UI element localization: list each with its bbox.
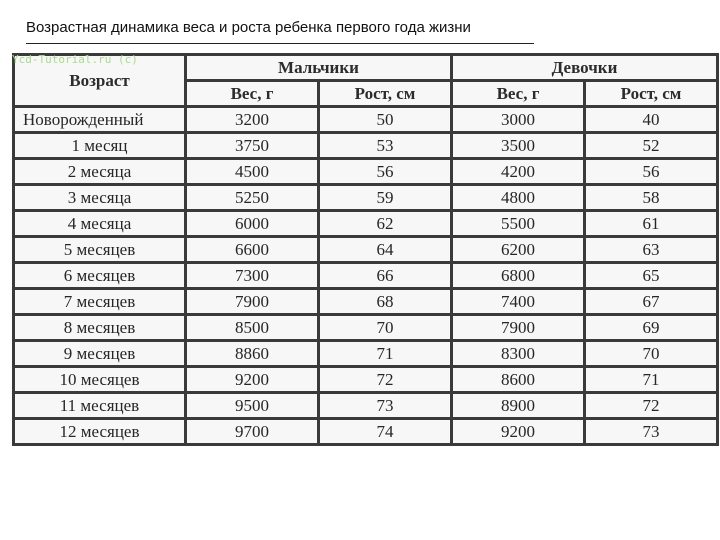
boys-weight-cell: 7900 xyxy=(186,289,319,315)
girls-height-cell: 67 xyxy=(585,289,718,315)
age-cell: 12 месяцев xyxy=(14,419,186,445)
girls-weight-cell: 6800 xyxy=(452,263,585,289)
girls-weight-cell: 4200 xyxy=(452,159,585,185)
girls-weight-cell: 9200 xyxy=(452,419,585,445)
girls-height-cell: 69 xyxy=(585,315,718,341)
girls-height-header: Рост, см xyxy=(585,81,718,107)
boys-height-cell: 53 xyxy=(319,133,452,159)
table-row xyxy=(14,237,718,263)
table-row xyxy=(14,289,718,315)
age-cell: 3 месяца xyxy=(14,185,186,211)
girls-weight-cell: 5500 xyxy=(452,211,585,237)
girls-weight-cell: 8900 xyxy=(452,393,585,419)
girls-weight-header: Вес, г xyxy=(452,81,585,107)
girls-height-cell: 72 xyxy=(585,393,718,419)
girls-height-cell: 52 xyxy=(585,133,718,159)
boys-height-cell: 72 xyxy=(319,367,452,393)
boys-height-cell: 68 xyxy=(319,289,452,315)
girls-height-cell: 70 xyxy=(585,341,718,367)
growth-table xyxy=(12,53,719,446)
table-body xyxy=(14,107,718,445)
boys-height-cell: 66 xyxy=(319,263,452,289)
table-row xyxy=(14,315,718,341)
table-row xyxy=(14,185,718,211)
boys-weight-cell: 5250 xyxy=(186,185,319,211)
age-cell: 10 месяцев xyxy=(14,367,186,393)
boys-weight-cell: 9200 xyxy=(186,367,319,393)
girls-weight-cell: 3500 xyxy=(452,133,585,159)
girls-height-cell: 58 xyxy=(585,185,718,211)
boys-weight-cell: 6600 xyxy=(186,237,319,263)
age-cell: 2 месяца xyxy=(14,159,186,185)
boys-height-header: Рост, см xyxy=(319,81,452,107)
boys-height-cell: 62 xyxy=(319,211,452,237)
table-row xyxy=(14,107,718,133)
boys-weight-cell: 6000 xyxy=(186,211,319,237)
boys-weight-cell: 8860 xyxy=(186,341,319,367)
girls-height-cell: 56 xyxy=(585,159,718,185)
girls-weight-cell: 4800 xyxy=(452,185,585,211)
girls-height-cell: 65 xyxy=(585,263,718,289)
table-row xyxy=(14,367,718,393)
table-row xyxy=(14,159,718,185)
boys-height-cell: 70 xyxy=(319,315,452,341)
table-row xyxy=(14,341,718,367)
age-header: Возраст xyxy=(14,55,186,107)
boys-header: Мальчики xyxy=(186,55,452,81)
age-cell: 1 месяц xyxy=(14,133,186,159)
girls-header: Девочки xyxy=(452,55,718,81)
boys-height-cell: 56 xyxy=(319,159,452,185)
girls-weight-cell: 3000 xyxy=(452,107,585,133)
age-cell: 8 месяцев xyxy=(14,315,186,341)
age-cell: 6 месяцев xyxy=(14,263,186,289)
age-cell: 5 месяцев xyxy=(14,237,186,263)
girls-weight-cell: 7400 xyxy=(452,289,585,315)
boys-height-cell: 59 xyxy=(319,185,452,211)
table-row xyxy=(14,393,718,419)
table-row xyxy=(14,211,718,237)
boys-weight-header: Вес, г xyxy=(186,81,319,107)
girls-weight-cell: 8600 xyxy=(452,367,585,393)
boys-weight-cell: 3200 xyxy=(186,107,319,133)
boys-weight-cell: 9500 xyxy=(186,393,319,419)
boys-height-cell: 73 xyxy=(319,393,452,419)
boys-weight-cell: 7300 xyxy=(186,263,319,289)
table-row xyxy=(14,419,718,445)
table-row xyxy=(14,263,718,289)
boys-weight-cell: 9700 xyxy=(186,419,319,445)
boys-height-cell: 74 xyxy=(319,419,452,445)
girls-weight-cell: 8300 xyxy=(452,341,585,367)
age-cell: Новорожденный xyxy=(14,107,186,133)
girls-weight-cell: 7900 xyxy=(452,315,585,341)
age-cell: 7 месяцев xyxy=(14,289,186,315)
watermark: Ycd-Tutorial.ru (c) xyxy=(12,53,138,66)
boys-weight-cell: 4500 xyxy=(186,159,319,185)
girls-height-cell: 40 xyxy=(585,107,718,133)
title-underline xyxy=(26,43,534,44)
page-title: Возрастная динамика веса и роста ребенка первого года жизни xyxy=(26,19,471,36)
girls-height-cell: 63 xyxy=(585,237,718,263)
table-row xyxy=(14,133,718,159)
age-cell: 9 месяцев xyxy=(14,341,186,367)
girls-height-cell: 61 xyxy=(585,211,718,237)
boys-height-cell: 71 xyxy=(319,341,452,367)
boys-weight-cell: 8500 xyxy=(186,315,319,341)
boys-height-cell: 64 xyxy=(319,237,452,263)
boys-height-cell: 50 xyxy=(319,107,452,133)
age-cell: 11 месяцев xyxy=(14,393,186,419)
girls-height-cell: 73 xyxy=(585,419,718,445)
girls-weight-cell: 6200 xyxy=(452,237,585,263)
girls-height-cell: 71 xyxy=(585,367,718,393)
age-cell: 4 месяца xyxy=(14,211,186,237)
boys-weight-cell: 3750 xyxy=(186,133,319,159)
